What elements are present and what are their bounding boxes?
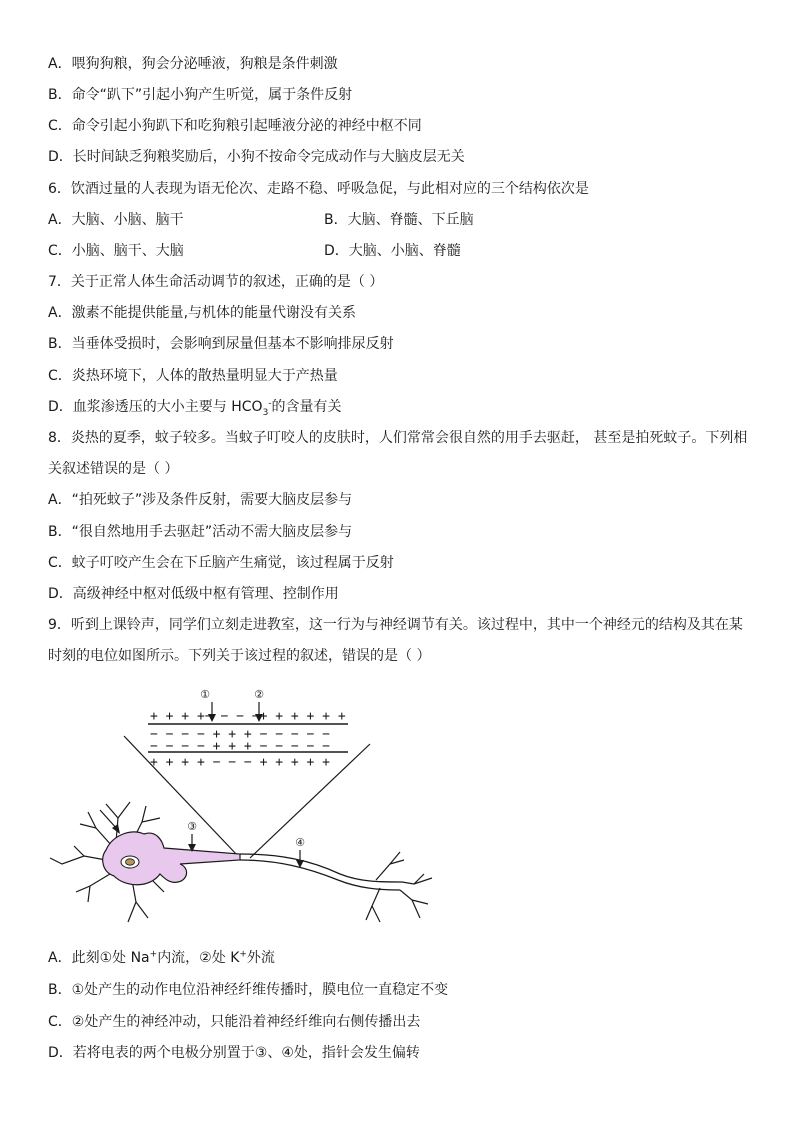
q8-stem-line1: 8．炎热的夏季，蚊子较多。当蚊子叮咬人的皮肤时，人们常常会很自然的用手去驱赶， 甚至是拍死蚊子。下列相 [48, 430, 748, 446]
label-2: ② [254, 688, 264, 701]
q7-stem: 7．关于正常人体生命活动调节的叙述，正确的是（ ） [48, 274, 384, 290]
q8-option-b: B．“很自然地用手去驱赶”活动不需大脑皮层参与 [48, 524, 353, 540]
label-3: ③ [187, 820, 197, 833]
q5-option-b: B．命令“趴下”引起小狗产生听觉，属于条件反射 [48, 87, 353, 103]
q8-stem-line2: 关叙述错误的是（ ） [48, 461, 179, 477]
label-1: ① [200, 688, 210, 701]
axon-terminals [366, 852, 432, 922]
q5-option-a: A．喂狗狗粮，狗会分泌唾液，狗粮是条件刺激 [48, 56, 338, 72]
q9-option-d: D．若将电表的两个电极分别置于③、④处，指针会发生偏转 [48, 1045, 420, 1061]
potential-row-2: − − − − + + + − − − − − [150, 727, 331, 742]
q6-stem: 6．饮酒过量的人表现为语无伦次、走路不稳、呼吸急促，与此相对应的三个结构依次是 [48, 181, 589, 197]
q9-stem-line2: 时刻的电位如图所示。下列关于该过程的叙述，错误的是（ ） [48, 648, 431, 664]
label-3-marker [187, 820, 197, 852]
q7-option-a: A．激素不能提供能量,与机体的能量代谢没有关系 [48, 305, 357, 321]
q9-stem-line1: 9．听到上课铃声，同学们立刻走进教室，这一行为与神经调节有关。该过程中，其中一个神经元的结构及其在某 [48, 617, 743, 633]
potential-row-3: − − − − + + + − − − − − [150, 739, 331, 754]
q6-option-a: A．大脑、小脑、脑干 [48, 212, 184, 228]
neuron-potential-diagram [40, 678, 440, 940]
q7-option-b: B．当垂体受损时，会影响到尿量但基本不影响排尿反射 [48, 336, 394, 352]
q5-option-d: D．长时间缺乏狗粮奖励后，小狗不按命令完成动作与大脑皮层无关 [48, 149, 465, 165]
q9-option-b: B．①处产生的动作电位沿神经纤维传播时，膜电位一直稳定不变 [48, 982, 449, 998]
q7-option-c: C．炎热环境下，人体的散热量明显大于产热量 [48, 368, 338, 384]
label-4: ④ [295, 836, 305, 849]
q7-option-d: D．血浆渗透压的大小主要与 $HCO_3^-$的含量有关 [48, 398, 342, 418]
q8-option-a: A．“拍死蚊子”涉及条件反射，需要大脑皮层参与 [48, 492, 353, 508]
q9-option-a: A．此刻①处 Na+内流，②处 K+外流 [48, 949, 275, 966]
potential-row-1: + + + +− − − −+ + + + + + [150, 709, 346, 724]
q8-option-c: C．蚊子叮咬产生会在下丘脑产生痛觉，该过程属于反射 [48, 555, 394, 571]
q6-option-c: C．小脑、脑干、大脑 [48, 243, 184, 259]
q8-option-d: D．高级神经中枢对低级中枢有管理、控制作用 [48, 586, 339, 602]
nucleus [126, 859, 135, 865]
q6-option-d: D．大脑、小脑、脊髓 [324, 243, 461, 259]
q9-option-c: C．②处产生的神经冲动，只能沿着神经纤维向右侧传播出去 [48, 1014, 421, 1030]
label-4-marker [295, 836, 305, 868]
q6-option-b: B．大脑、脊髓、下丘脑 [324, 212, 474, 228]
q5-option-c: C．命令引起小狗趴下和吃狗粮引起唾液分泌的神经中枢不同 [48, 118, 422, 134]
axon-lower [240, 860, 400, 890]
potential-row-4: + + + + − − − + + + + + [150, 755, 331, 770]
